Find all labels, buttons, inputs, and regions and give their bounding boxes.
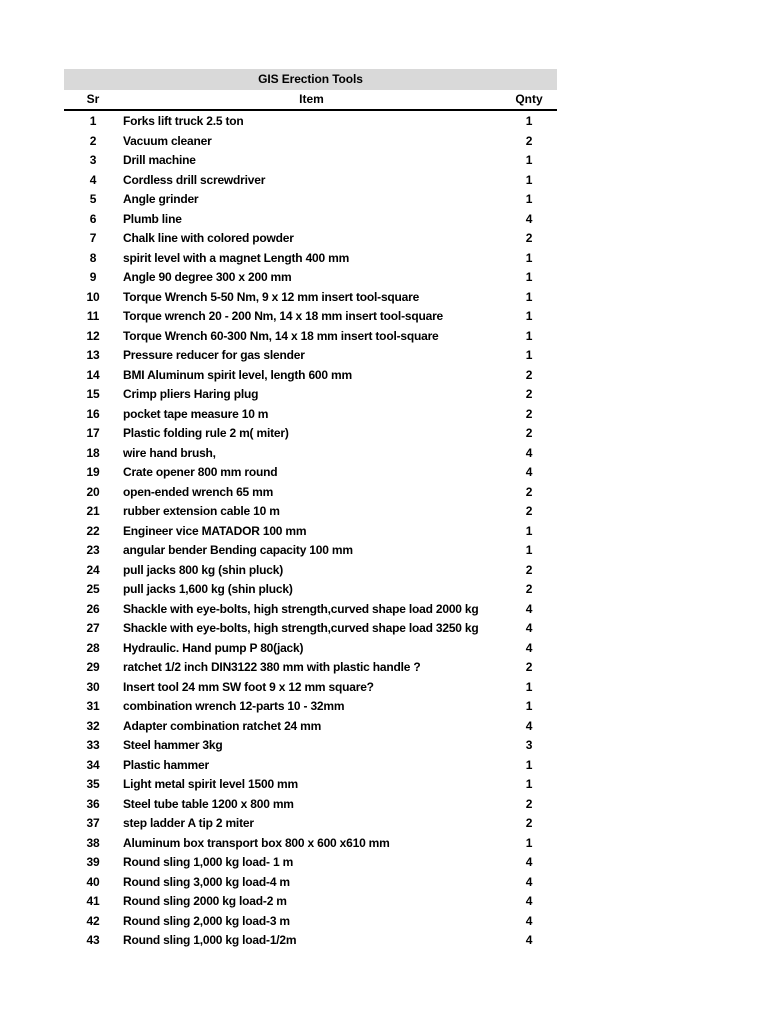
row-item: BMI Aluminum spirit level, length 600 mm [123,367,352,382]
row-sr: 1 [89,114,97,128]
table-row [64,229,557,249]
table-row [64,346,557,366]
row-sr: 40 [86,874,100,889]
row-sr: 38 [86,835,100,850]
row-sr: 9 [89,270,97,284]
row-item: pocket tape measure 10 m [123,406,269,421]
row-qty: 4 [525,211,533,226]
row-sr: 10 [86,289,100,304]
row-qty: 1 [525,192,533,206]
table-row [64,853,557,873]
row-qty: 4 [525,601,533,616]
row-sr: 13 [86,348,100,362]
table-row [64,795,557,815]
row-item: Insert tool 24 mm SW foot 9 x 12 mm square? [123,679,374,694]
row-qty: 1 [525,250,533,265]
table-row [64,717,557,737]
table-row [64,775,557,795]
table-title: GIS Erection Tools [64,69,557,90]
row-item: Pressure reducer for gas slender [123,348,305,362]
row-qty: 1 [525,153,533,167]
row-qty: 4 [525,894,533,908]
table-row [64,619,557,639]
row-item: Forks lift truck 2.5 ton [123,114,244,128]
row-item: pull jacks 800 kg (shin pluck) [123,562,284,577]
row-qty: 2 [525,562,533,577]
row-qty: 2 [525,367,533,382]
row-sr: 29 [86,660,100,674]
row-item: angular bender Bending capacity 100 mm [123,543,353,557]
row-item: spirit level with a magnet Length 400 mm [123,250,350,265]
row-sr: 11 [86,309,100,323]
header-item: Item [299,92,324,106]
table-row [64,151,557,171]
row-item: Round sling 1,000 kg load- 1 m [123,855,294,869]
row-sr: 33 [86,738,100,752]
row-item: open-ended wrench 65 mm [123,484,274,499]
table-row [64,756,557,776]
row-sr: 16 [86,406,100,421]
row-sr: 25 [86,582,100,596]
row-qty: 1 [525,328,533,343]
row-item: Adapter combination ratchet 24 mm [123,718,322,733]
row-qty: 1 [525,757,533,772]
row-sr: 35 [86,777,100,791]
row-item: Aluminum box transport box 800 x 600 x610 mm [123,835,390,850]
row-qty: 1 [525,289,533,304]
header-sr: Sr [86,92,100,106]
table-body [64,112,557,951]
table-row [64,112,557,132]
table-row [64,444,557,464]
row-item: wire hand brush, [123,445,216,460]
row-sr: 37 [86,816,100,830]
row-sr: 26 [86,601,100,616]
row-item: combination wrench 12-parts 10 - 32mm [123,699,345,713]
table-row [64,249,557,269]
row-sr: 43 [86,933,100,947]
row-qty: 2 [525,816,533,830]
row-sr: 30 [86,679,100,694]
row-sr: 42 [86,913,100,928]
table-row [64,931,557,951]
row-sr: 34 [86,757,100,772]
table-row [64,502,557,522]
row-sr: 22 [86,523,100,538]
table-row [64,814,557,834]
table-row [64,697,557,717]
table-row [64,873,557,893]
row-qty: 1 [525,523,533,538]
row-qty: 2 [525,387,533,401]
row-item: Angle grinder [123,192,199,206]
row-sr: 15 [86,387,100,401]
row-qty: 1 [525,679,533,694]
row-qty: 1 [525,348,533,362]
row-sr: 28 [86,640,100,655]
table-row [64,424,557,444]
row-item: Torque Wrench 5-50 Nm, 9 x 12 mm insert tool-square [123,289,420,304]
table-row [64,463,557,483]
row-item: Plastic folding rule 2 m( miter) [123,426,289,440]
row-item: Engineer vice MATADOR 100 mm [123,523,307,538]
header-qty: Qnty [515,92,543,106]
row-qty: 2 [525,796,533,811]
table-row [64,132,557,152]
tools-table [64,69,557,951]
row-qty: 2 [525,504,533,518]
row-qty: 1 [525,309,533,323]
row-qty: 2 [525,231,533,245]
row-sr: 21 [86,504,100,518]
table-row [64,483,557,503]
row-sr: 8 [89,250,97,265]
row-sr: 7 [89,231,97,245]
row-sr: 18 [86,445,100,460]
row-qty: 4 [525,933,533,947]
row-sr: 36 [86,796,100,811]
row-qty: 1 [525,543,533,557]
row-qty: 1 [525,699,533,713]
table-row [64,834,557,854]
table-row [64,561,557,581]
table-header-row [64,90,557,111]
table-row [64,190,557,210]
row-qty: 1 [525,835,533,850]
row-item: Round sling 2000 kg load-2 m [123,894,287,908]
row-sr: 19 [86,465,100,479]
row-item: step ladder A tip 2 miter [123,816,254,830]
row-qty: 1 [525,172,533,187]
table-row [64,327,557,347]
row-sr: 6 [89,211,97,226]
row-sr: 20 [86,484,100,499]
row-sr: 5 [89,192,97,206]
row-sr: 32 [86,718,100,733]
row-sr: 39 [86,855,100,869]
table-row [64,171,557,191]
row-qty: 2 [525,406,533,421]
row-item: Angle 90 degree 300 x 200 mm [123,270,292,284]
row-item: Round sling 3,000 kg load-4 m [123,874,290,889]
table-row [64,288,557,308]
row-qty: 4 [525,465,533,479]
row-qty: 3 [525,738,533,752]
row-sr: 27 [86,621,100,635]
table-row [64,366,557,386]
row-sr: 24 [86,562,100,577]
row-qty: 4 [525,874,533,889]
row-item: Light metal spirit level 1500 mm [123,777,299,791]
row-item: Drill machine [123,153,196,167]
table-row [64,307,557,327]
table-row [64,736,557,756]
row-qty: 2 [525,660,533,674]
row-qty: 2 [525,426,533,440]
table-row [64,892,557,912]
row-qty: 4 [525,855,533,869]
row-sr: 31 [86,699,100,713]
row-qty: 2 [525,133,533,148]
row-qty: 4 [525,445,533,460]
row-sr: 3 [89,153,97,167]
row-item: Cordless drill screwdriver [123,172,266,187]
row-qty: 1 [525,777,533,791]
row-qty: 1 [525,270,533,284]
table-row [64,600,557,620]
row-sr: 12 [86,328,100,343]
table-row [64,658,557,678]
table-row [64,912,557,932]
row-item: rubber extension cable 10 m [123,504,280,518]
table-row [64,405,557,425]
row-item: Round sling 2,000 kg load-3 m [123,913,290,928]
row-sr: 2 [89,133,97,148]
row-item: Shackle with eye-bolts, high strength,curved shape load 2000 kg [123,601,479,616]
row-item: Shackle with eye-bolts, high strength,curved shape load 3250 kg [123,621,479,635]
row-item: Round sling 1,000 kg load-1/2m [123,933,297,947]
row-item: Crimp pliers Haring plug [123,387,259,401]
row-sr: 4 [89,172,97,187]
row-item: ratchet 1/2 inch DIN3122 380 mm with plastic handle ? [123,660,421,674]
row-qty: 2 [525,484,533,499]
table-row [64,580,557,600]
row-item: pull jacks 1,600 kg (shin pluck) [123,582,293,596]
row-qty: 4 [525,718,533,733]
table-row [64,210,557,230]
row-item: Plastic hammer [123,757,209,772]
row-qty: 2 [525,582,533,596]
row-item: Crate opener 800 mm round [123,465,278,479]
row-sr: 14 [86,367,100,382]
row-item: Torque wrench 20 - 200 Nm, 14 x 18 mm insert tool-square [123,309,444,323]
row-qty: 4 [525,640,533,655]
row-item: Steel hammer 3kg [123,738,223,752]
table-row [64,639,557,659]
table-row [64,522,557,542]
row-item: Hydraulic. Hand pump P 80(jack) [123,640,304,655]
row-item: Plumb line [123,211,182,226]
row-sr: 41 [86,894,100,908]
table-row [64,385,557,405]
row-item: Torque Wrench 60-300 Nm, 14 x 18 mm insert tool-square [123,328,439,343]
row-item: Steel tube table 1200 x 800 mm [123,796,294,811]
row-qty: 4 [525,913,533,928]
row-item: Chalk line with colored powder [123,231,294,245]
table-row [64,268,557,288]
table-row [64,678,557,698]
table-row [64,541,557,561]
row-qty: 4 [525,621,533,635]
row-sr: 17 [86,426,100,440]
row-item: Vacuum cleaner [123,133,212,148]
row-qty: 1 [525,114,533,128]
row-sr: 23 [86,543,100,557]
